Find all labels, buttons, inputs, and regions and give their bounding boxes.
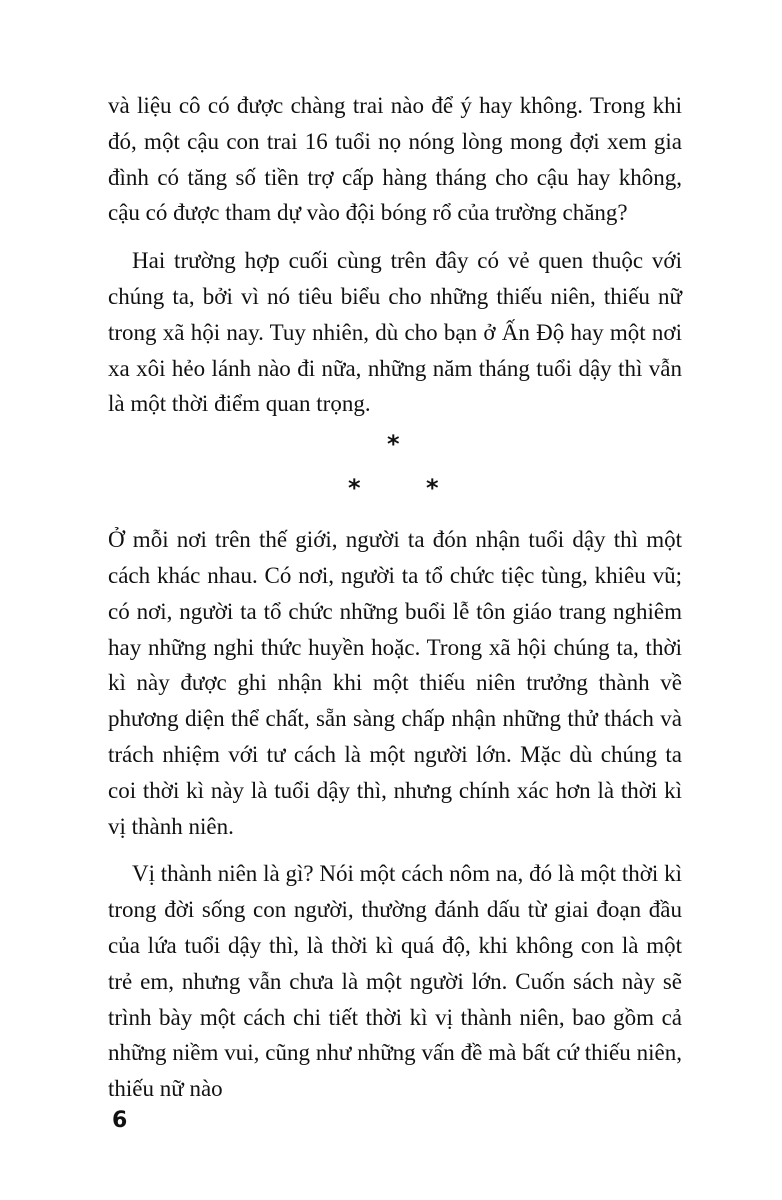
section-break (108, 432, 682, 522)
paragraph-spacer (108, 844, 682, 856)
paragraph-familiar-cases: Hai trường hợp cuối cùng trên đây có vẻ quen thuộc với chúng ta, bởi vì nó tiêu biểu cho những thiếu niên, thiếu nữ trong xã hội nay. Tuy nhiên, dù cho bạn ở Ấn Độ hay một nơi xa xôi hẻo lánh nào đi nữa, những năm tháng tuổi dậy thì vẫn là một thời điểm quan trọng. (108, 248, 682, 417)
paragraph-continued: và liệu cô có được chàng trai nào để ý hay không. Trong khi đó, một cậu con trai 16 tuổi nọ nóng lòng mong đợi xem gia đình có tăng số tiền trợ cấp hàng tháng cho cậu hay không, cậu có được tham dự vào đội bóng rổ của trường chăng? (108, 93, 682, 226)
paragraph-puberty-customs: Ở mỗi nơi trên thế giới, người ta đón nhận tuổi dậy thì một cách khác nhau. Có nơi, người ta tổ chức tiệc tùng, khiêu vũ; có nơi, người ta tổ chức những buổi lễ tôn giáo trang nghiêm hay những nghi thức huyền hoặc. Trong xã hội chúng ta, thời kì này được ghi nhận khi một thiếu niên trưởng thành về phương diện thể chất, sẵn sàng chấp nhận những thử thách và trách nhiệm với tư cách là một người lớn. Mặc dù chúng ta coi thời kì này là tuổi dậy thì, nhưng chính xác hơn là thời kì vị thành niên. (108, 527, 682, 839)
section-break-star-top: * (387, 430, 400, 459)
paragraph-spacer (108, 231, 682, 243)
section-break-star-right: * (426, 474, 439, 503)
section-break-star-left: * (348, 474, 361, 503)
page-number: 6 (112, 1108, 128, 1133)
page-body (108, 88, 682, 1107)
paragraph-adolescence-definition: Vị thành niên là gì? Nói một cách nôm na, đó là một thời kì trong đời sống con người, thường đánh dấu từ giai đoạn đầu của lứa tuổi dậy thì, là thời kì quá độ, khi không con là một trẻ em, nhưng vẫn chưa là một người lớn. Cuốn sách này sẽ trình bày một cách chi tiết thời kì vị thành niên, bao gồm cả những niềm vui, cũng như những vấn đề mà bất cứ thiếu niên, thiếu nữ nào (108, 861, 682, 1102)
